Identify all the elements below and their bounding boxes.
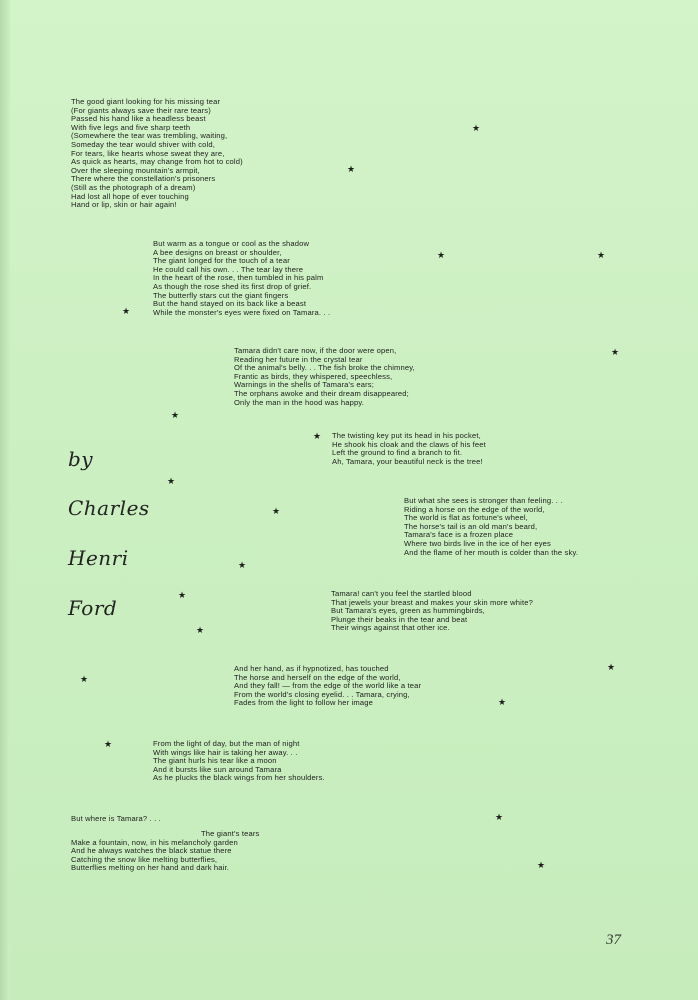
poem-line: The world is flat as fortune's wheel, [404, 513, 528, 523]
poem-line: The butterfly stars cut the giant fingers [153, 290, 289, 300]
poem-line: A bee designs on breast or shoulder, [153, 247, 282, 257]
star-icon: ★ [104, 739, 113, 749]
poem-line: Over the sleeping mountain's armpit, [71, 165, 200, 175]
poem-line: While the monster's eyes were fixed on Tamara. . . [153, 307, 331, 317]
star-icon: ★ [347, 164, 356, 174]
star-icon: ★ [80, 674, 89, 684]
poem-line: The giant longed for the touch of a tear [153, 256, 290, 266]
stanza-10 [71, 830, 259, 873]
byline-middle-name: Henri [68, 546, 129, 570]
page-number: 37 [606, 932, 621, 948]
byline-last-name: Ford [68, 596, 118, 620]
poem-line: Left the ground to find a branch to fit. [332, 448, 463, 458]
poem-line: Of the animal's belly. . . The fish broke the chimney, [234, 363, 415, 373]
poem-line: The horse's tail is an old man's beard, [404, 521, 538, 531]
poem-line: Had lost all hope of ever touching [71, 191, 189, 201]
star-icon: ★ [611, 347, 620, 357]
poem-line: From the world's closing eyelid. . . Tamara, crying, [234, 689, 410, 699]
star-icon: ★ [238, 560, 247, 570]
poem-line: The horse and herself on the edge of the world, [234, 672, 401, 682]
poem-line: Fades from the light to follow her image [234, 698, 373, 708]
poem-line: As quick as hearts, may change from hot to cold) [71, 157, 243, 167]
byline-first-name: Charles [68, 496, 150, 520]
poem-line: But Tamara's eyes, green as hummingbirds, [331, 606, 485, 616]
poem-line: Only the man in the hood was happy. [234, 397, 365, 407]
poem-line: Plunge their beaks in the tear and beat [331, 614, 468, 624]
star-icon: ★ [122, 306, 131, 316]
poem-line: Butterflies melting on her hand and dark hair. [71, 863, 230, 873]
poem-line: But warm as a tongue or cool as the shadow [153, 239, 310, 248]
star-icon: ★ [472, 123, 481, 133]
poem-line: With wings like hair is taking her away. . . [153, 747, 298, 757]
star-icon: ★ [437, 250, 446, 260]
stanza-5 [404, 497, 578, 557]
poem-line: Riding a horse on the edge of the world, [404, 504, 545, 514]
poem-line: The orphans awoke and their dream disappeared; [234, 388, 409, 398]
poem-line: There where the constellation's prisoners [71, 174, 216, 184]
poem-line: Someday the tear would shiver with cold, [71, 139, 216, 149]
poem-line: For tears, like hearts whose sweat they are, [71, 148, 225, 158]
star-icon: ★ [537, 860, 546, 870]
poem-line: With five legs and five sharp teeth [71, 122, 191, 132]
poem-line: (For giants always save their rare tears) [71, 105, 211, 115]
poem-line: Make a fountain, now, in his melancholy garden [71, 837, 238, 847]
poem-line: Tamara didn't care now, if the door were open, [234, 346, 397, 355]
stanza-7 [234, 665, 421, 708]
byline-by: by [68, 447, 94, 471]
poem-line: He could call his own. . . The tear lay there [153, 264, 304, 274]
poem-line: Their wings against that other ice. [331, 623, 450, 633]
star-icon: ★ [178, 590, 187, 600]
poem-line: The giant's tears [201, 829, 260, 838]
poem-line: (Somewhere the tear was trembling, waiting, [71, 131, 228, 141]
poem-line: As he plucks the black wings from her shoulders. [153, 773, 325, 783]
star-icon: ★ [495, 812, 504, 822]
page-spine-shadow [0, 0, 10, 1000]
poem-line: Catching the snow like melting butterflies, [71, 854, 218, 864]
poem-line: As though the rose shed its first drop of grief. [153, 281, 312, 291]
stanza-6 [331, 590, 533, 633]
poem-line: (Still as the photograph of a dream) [71, 182, 196, 192]
poem-line: Warnings in the shells of Tamara's ears; [234, 380, 374, 390]
poem-line: That jewels your breast and makes your skin more white? [331, 597, 533, 607]
poem-line: And her hand, as if hypnotized, has touched [234, 664, 389, 673]
stanza-2 [153, 240, 330, 317]
star-icon: ★ [597, 250, 606, 260]
poem-line: Frantic as birds, they whispered, speechless, [234, 371, 393, 381]
stanza-3 [234, 347, 415, 407]
star-icon: ★ [498, 697, 507, 707]
stanza-8 [153, 740, 325, 783]
star-icon: ★ [607, 662, 616, 672]
star-icon: ★ [167, 476, 176, 486]
poem-line: The good giant looking for his missing tear [71, 97, 221, 106]
poem-line: But the hand stayed on its back like a beast [153, 299, 307, 309]
poem-line: Where two birds live in the ice of her eyes [404, 538, 551, 548]
stanza-9 [71, 815, 161, 824]
star-icon: ★ [171, 410, 180, 420]
poem-line: And they fall! — from the edge of the world like a tear [234, 681, 422, 691]
poem-line: And he always watches the black statue there [71, 846, 232, 856]
poem-line: But what she sees is stronger than feeling. . . [404, 496, 563, 505]
poem-line: Tamara's face is a frozen place [404, 530, 514, 540]
star-icon: ★ [313, 431, 322, 441]
poem-line: He shook his cloak and the claws of his feet [332, 439, 486, 449]
poem-line: In the heart of the rose, then tumbled in his palm [153, 273, 324, 283]
poem-line: And it bursts like sun around Tamara [153, 764, 282, 774]
poem-line: Hand or lip, skin or hair again! [71, 200, 177, 210]
poem-line: Passed his hand like a headless beast [71, 114, 206, 124]
poem-line: But where is Tamara? . . . [71, 814, 161, 823]
poem-line: The twisting key put its head in his pocket, [332, 431, 481, 440]
stanza-4 [332, 432, 486, 466]
poem-line: The giant hurls his tear like a moon [153, 756, 277, 766]
poem-line: And the flame of her mouth is colder than the sky. [404, 547, 579, 557]
star-icon: ★ [196, 625, 205, 635]
stanza-1 [71, 98, 243, 210]
poem-line: Tamara! can't you feel the startled blood [331, 589, 472, 598]
poem-line: Ah, Tamara, your beautiful neck is the tree! [332, 456, 483, 466]
star-icon: ★ [272, 506, 281, 516]
poem-line: Reading her future in the crystal tear [234, 354, 363, 364]
poem-line: From the light of day, but the man of night [153, 739, 300, 748]
